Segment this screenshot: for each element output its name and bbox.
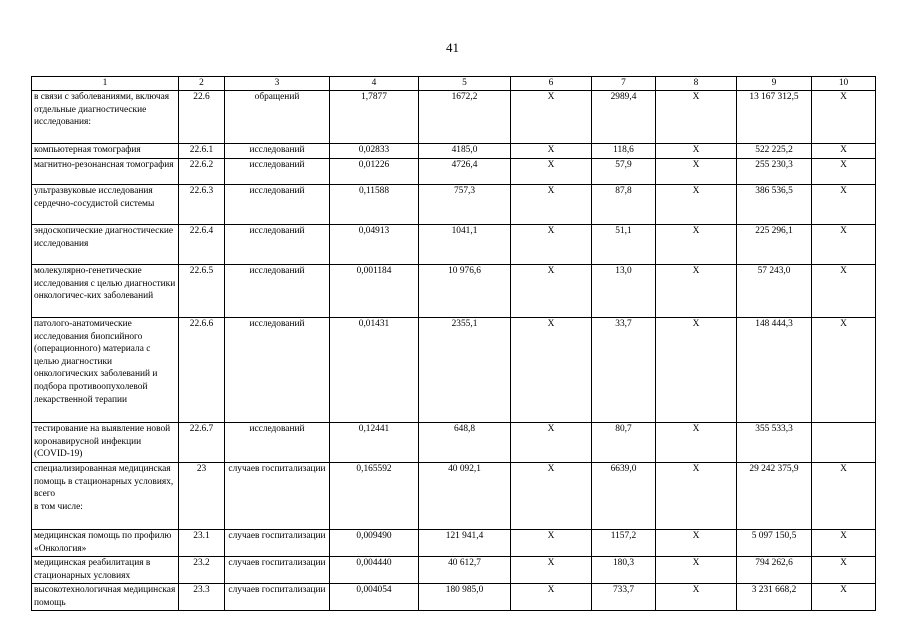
table-cell: 386 536,5 [737,185,812,225]
table-cell: 121 941,4 [419,530,511,557]
table-cell: исследований [225,423,330,463]
table-cell: X [656,584,737,611]
column-header: 1 [32,77,179,91]
table-cell: 1157,2 [592,530,656,557]
table-cell [812,423,876,463]
table-cell: X [511,185,592,225]
table-cell: 22.6.4 [179,225,225,265]
table-cell: 0,004440 [330,557,419,584]
table-cell: исследований [225,225,330,265]
table-cell: 0,04913 [330,225,419,265]
table-cell: 2355,1 [419,318,511,423]
table-cell: 40 612,7 [419,557,511,584]
table-cell: X [812,530,876,557]
table-cell: X [812,185,876,225]
table-cell: эндоскопические диагностические исследования [32,225,179,265]
table-cell: патолого-анатомические исследования биопсийного (операционного) материала с целью диагностики онкологических заболеваний и подбора противоопухолевой лекарственной терапии [32,318,179,423]
table-cell: ультразвуковые исследования сердечно-сосудистой системы [32,185,179,225]
table-cell: 733,7 [592,584,656,611]
table-cell: X [511,584,592,611]
table-cell: исследований [225,318,330,423]
table-cell: 10 976,6 [419,265,511,318]
table-cell: 22.6.7 [179,423,225,463]
table-cell: 57 243,0 [737,265,812,318]
table-cell: X [511,530,592,557]
table-cell: 22.6.1 [179,144,225,159]
table-cell: 0,11588 [330,185,419,225]
table-cell: X [511,423,592,463]
column-header: 9 [737,77,812,91]
table-cell: специализированная медицинская помощь в стационарных условиях, всего в том числе: [32,463,179,530]
column-header: 2 [179,77,225,91]
table-cell: 118,6 [592,144,656,159]
table-cell: 0,004054 [330,584,419,611]
table-cell: 22.6.5 [179,265,225,318]
table-cell: X [511,91,592,144]
table-cell: магнитно-резонансная томография [32,159,179,185]
table-cell: X [812,144,876,159]
table-cell: X [511,463,592,530]
table-cell: X [812,225,876,265]
table-cell: 4726,4 [419,159,511,185]
table-cell: X [812,318,876,423]
table-cell: 522 225,2 [737,144,812,159]
table-cell: тестирование на выявление новой коронавирусной инфекции (COVID-19) [32,423,179,463]
table-cell: 0,12441 [330,423,419,463]
table-cell: X [812,463,876,530]
table-cell: 23 [179,463,225,530]
column-header: 4 [330,77,419,91]
table-cell: 22.6.2 [179,159,225,185]
table-cell: X [656,159,737,185]
table-cell: высокотехнологичная медицинская помощь [32,584,179,611]
table-cell: X [812,265,876,318]
table-cell: 23.1 [179,530,225,557]
table-row [32,584,876,611]
table-cell: 4185,0 [419,144,511,159]
table-cell: 648,8 [419,423,511,463]
table-cell: X [511,144,592,159]
table-cell: 794 262,6 [737,557,812,584]
column-header: 7 [592,77,656,91]
table-cell: 22.6.6 [179,318,225,423]
table-cell: X [511,159,592,185]
table-cell: исследований [225,265,330,318]
table-cell: 22.6 [179,91,225,144]
table-row [32,423,876,463]
table-cell: случаев госпитализации [225,557,330,584]
table-cell: молекулярно-генетические исследования с целью диагностики онкологичес-ких заболеваний [32,265,179,318]
table-cell: X [656,185,737,225]
table-row [32,265,876,318]
table-cell: 1672,2 [419,91,511,144]
table-row [32,463,876,530]
table-cell: 2989,4 [592,91,656,144]
table-cell: 23.2 [179,557,225,584]
column-header: 6 [511,77,592,91]
table-cell: исследований [225,159,330,185]
column-header: 3 [225,77,330,91]
table-cell: 51,1 [592,225,656,265]
table-cell: случаев госпитализации [225,463,330,530]
table-cell: 148 444,3 [737,318,812,423]
table-cell: X [656,318,737,423]
table-cell: случаев госпитализации [225,530,330,557]
table-cell: 1,7877 [330,91,419,144]
data-table [31,76,876,611]
table-cell: 13,0 [592,265,656,318]
table-cell: X [656,423,737,463]
table-cell: исследований [225,144,330,159]
column-header: 10 [812,77,876,91]
header-row [32,77,876,91]
table-cell: 0,001184 [330,265,419,318]
table-cell: 0,02833 [330,144,419,159]
column-header: 8 [656,77,737,91]
table-cell: X [656,557,737,584]
column-header: 5 [419,77,511,91]
table-cell: 355 533,3 [737,423,812,463]
table-cell: обращений [225,91,330,144]
table-cell: 0,01226 [330,159,419,185]
table-cell: 1041,1 [419,225,511,265]
table-cell: 80,7 [592,423,656,463]
table-cell: 29 242 375,9 [737,463,812,530]
table-row [32,318,876,423]
table-cell: 40 092,1 [419,463,511,530]
table-cell: X [656,144,737,159]
table-cell: X [656,225,737,265]
table-cell: X [511,265,592,318]
table-cell: X [812,584,876,611]
table-row [32,91,876,144]
table-row [32,144,876,159]
table-cell: 180 985,0 [419,584,511,611]
page-number: 41 [446,40,459,55]
table-row [32,530,876,557]
table-cell: медицинская помощь по профилю «Онкология» [32,530,179,557]
table-cell: в связи с заболеваниями, включая отдельные диагностические исследования: [32,91,179,144]
table-cell: исследований [225,185,330,225]
table-cell: 22.6.3 [179,185,225,225]
table-cell: 0,009490 [330,530,419,557]
table-cell: 23.3 [179,584,225,611]
table-cell: 225 296,1 [737,225,812,265]
table-cell: 33,7 [592,318,656,423]
table-cell: X [656,530,737,557]
table-cell: 6639,0 [592,463,656,530]
table-cell: 57,9 [592,159,656,185]
table-cell: X [656,463,737,530]
table-cell: X [511,225,592,265]
table-cell: 0,01431 [330,318,419,423]
table-cell: X [656,91,737,144]
table-cell: 255 230,3 [737,159,812,185]
table-cell: компьютерная томография [32,144,179,159]
table-cell: X [812,91,876,144]
table-cell: X [812,159,876,185]
table-row [32,185,876,225]
table-row [32,159,876,185]
table-cell: 757,3 [419,185,511,225]
table-cell: 87,8 [592,185,656,225]
table-cell: случаев госпитализации [225,584,330,611]
table-cell: 3 231 668,2 [737,584,812,611]
table-cell: X [511,557,592,584]
table-cell: X [511,318,592,423]
table-cell: X [656,265,737,318]
table-cell: 0,165592 [330,463,419,530]
table-cell: медицинская реабилитация в стационарных условиях [32,557,179,584]
table-cell: 13 167 312,5 [737,91,812,144]
table-cell: 5 097 150,5 [737,530,812,557]
table-row [32,225,876,265]
table-cell: 180,3 [592,557,656,584]
table-cell: X [812,557,876,584]
table-row [32,557,876,584]
